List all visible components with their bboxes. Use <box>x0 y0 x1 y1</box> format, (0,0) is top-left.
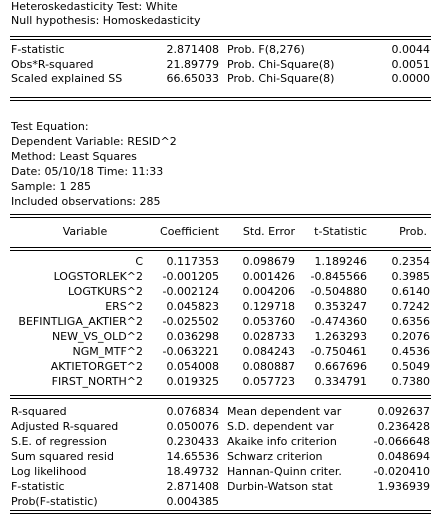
stat-value: 0.076834 <box>166 405 219 418</box>
stat-value: 0.048694 <box>377 450 430 463</box>
test-value: 2.871408 <box>166 43 219 56</box>
equation-info-line: Method: Least Squares <box>11 150 137 163</box>
equation-info-line: Included observations: 285 <box>11 195 161 208</box>
std-error-value: 0.028733 <box>242 330 295 343</box>
prob-value: 0.2354 <box>391 255 430 268</box>
test-prob-label: Prob. F(8,276) <box>227 43 305 56</box>
stat-label: F-statistic <box>11 480 65 493</box>
prob-value: 0.7242 <box>391 300 430 313</box>
std-error-value: 0.129718 <box>242 300 295 313</box>
coefficient-value: -0.025502 <box>162 315 219 328</box>
coefficient-value: 0.019325 <box>166 375 219 388</box>
equation-info-line: Date: 05/10/18 Time: 11:33 <box>11 165 164 178</box>
stat-value: -0.020410 <box>373 465 430 478</box>
std-error-value: 0.001426 <box>242 270 295 283</box>
stat-value: 2.871408 <box>166 480 219 493</box>
coefficient-value: -0.002124 <box>162 285 219 298</box>
test-prob: 0.0051 <box>391 57 430 71</box>
coefficient-value: 0.036298 <box>166 330 219 343</box>
prob-value: 0.3985 <box>391 270 430 283</box>
stat-label: Sum squared resid <box>11 450 114 463</box>
divider <box>10 247 431 251</box>
test-prob-label: Prob. Chi-Square(8) <box>227 72 335 85</box>
equation-info-line: Test Equation: <box>11 120 89 133</box>
t-statistic-value: 1.263293 <box>314 330 367 343</box>
divider <box>10 97 431 101</box>
stat-label: Adjusted R-squared <box>11 420 119 433</box>
stat-label: Hannan-Quinn criter. <box>227 465 342 478</box>
t-statistic-value: 0.353247 <box>314 300 367 313</box>
stat-label: Prob(F-statistic) <box>11 495 98 508</box>
test-label: Scaled explained SS <box>11 72 123 85</box>
std-error-value: 0.080887 <box>242 360 295 373</box>
test-title: Heteroskedasticity Test: White <box>11 0 178 13</box>
coefficient-value: 0.117353 <box>166 255 219 268</box>
prob-value: 0.6140 <box>391 285 430 298</box>
stat-label: Mean dependent var <box>227 405 342 418</box>
stat-value: 18.49732 <box>166 465 219 478</box>
stat-label: Akaike info criterion <box>227 435 337 448</box>
column-header: Prob. <box>399 225 427 238</box>
stat-label: R-squared <box>11 405 67 418</box>
t-statistic-value: -0.750461 <box>310 345 367 358</box>
test-prob: 0.0000 <box>391 72 430 85</box>
column-header: Std. Error <box>242 225 295 238</box>
variable-name: LOGTKURS^2 <box>67 285 143 298</box>
stat-value: 14.65536 <box>166 450 219 463</box>
stat-value: 1.936939 <box>377 480 430 493</box>
column-header: t-Statistic <box>314 225 367 238</box>
std-error-value: 0.053760 <box>242 315 295 328</box>
stat-label: S.D. dependent var <box>227 420 334 433</box>
prob-value: 0.4536 <box>391 345 430 358</box>
t-statistic-value: -0.845566 <box>310 270 367 283</box>
stat-label: Schwarz criterion <box>227 450 323 463</box>
prob-value: 0.2076 <box>391 330 430 343</box>
variable-name: LOGSTORLEK^2 <box>53 270 143 283</box>
null-hypothesis: Null hypothesis: Homoskedasticity <box>11 14 201 27</box>
test-prob: 0.0044 <box>391 43 430 56</box>
equation-info-line: Dependent Variable: RESID^2 <box>11 135 177 148</box>
coefficient-value: 0.054008 <box>166 360 219 373</box>
test-prob-label: Prob. Chi-Square(8) <box>227 57 335 71</box>
equation-info-line: Sample: 1 285 <box>11 180 91 193</box>
t-statistic-value: -0.504880 <box>310 285 367 298</box>
column-header: Coefficient <box>160 225 219 238</box>
column-header: Variable <box>62 225 108 238</box>
prob-value: 0.6356 <box>391 315 430 328</box>
std-error-value: 0.004206 <box>242 285 295 298</box>
variable-name: C <box>135 255 143 268</box>
stat-value: 0.050076 <box>166 420 219 433</box>
test-value: 66.65033 <box>166 72 219 85</box>
stat-value: 0.004385 <box>166 495 219 508</box>
t-statistic-value: 0.334791 <box>314 375 367 388</box>
stat-label: S.E. of regression <box>11 435 107 448</box>
std-error-value: 0.098679 <box>242 255 295 268</box>
stat-value: 0.236428 <box>377 420 430 433</box>
prob-value: 0.7380 <box>391 375 430 388</box>
divider <box>10 510 431 514</box>
std-error-value: 0.057723 <box>242 375 295 388</box>
test-label: Obs*R-squared <box>11 57 94 71</box>
variable-name: NEW_VS_OLD^2 <box>51 330 143 343</box>
t-statistic-value: 0.667696 <box>314 360 367 373</box>
variable-name: BEFINTLIGA_AKTIER^2 <box>18 315 143 328</box>
test-label: F-statistic <box>11 43 65 56</box>
stat-label: Durbin-Watson stat <box>227 480 333 493</box>
t-statistic-value: 1.189246 <box>314 255 367 268</box>
prob-value: 0.5049 <box>391 360 430 373</box>
coefficient-value: 0.045823 <box>166 300 219 313</box>
variable-name: AKTIETORGET^2 <box>50 360 143 373</box>
divider <box>10 395 431 399</box>
coefficient-value: -0.063221 <box>162 345 219 358</box>
divider <box>10 36 431 40</box>
test-value: 21.89779 <box>166 57 219 71</box>
variable-name: FIRST_NORTH^2 <box>51 375 143 388</box>
variable-name: NGM_MTF^2 <box>72 345 143 358</box>
t-statistic-value: -0.474360 <box>310 315 367 328</box>
coefficient-value: -0.001205 <box>162 270 219 283</box>
variable-name: ERS^2 <box>105 300 143 313</box>
stat-value: -0.066648 <box>373 435 430 448</box>
divider <box>10 214 431 218</box>
stat-value: 0.092637 <box>377 405 430 418</box>
std-error-value: 0.084243 <box>242 345 295 358</box>
stat-label: Log likelihood <box>11 465 87 478</box>
stat-value: 0.230433 <box>166 435 219 448</box>
